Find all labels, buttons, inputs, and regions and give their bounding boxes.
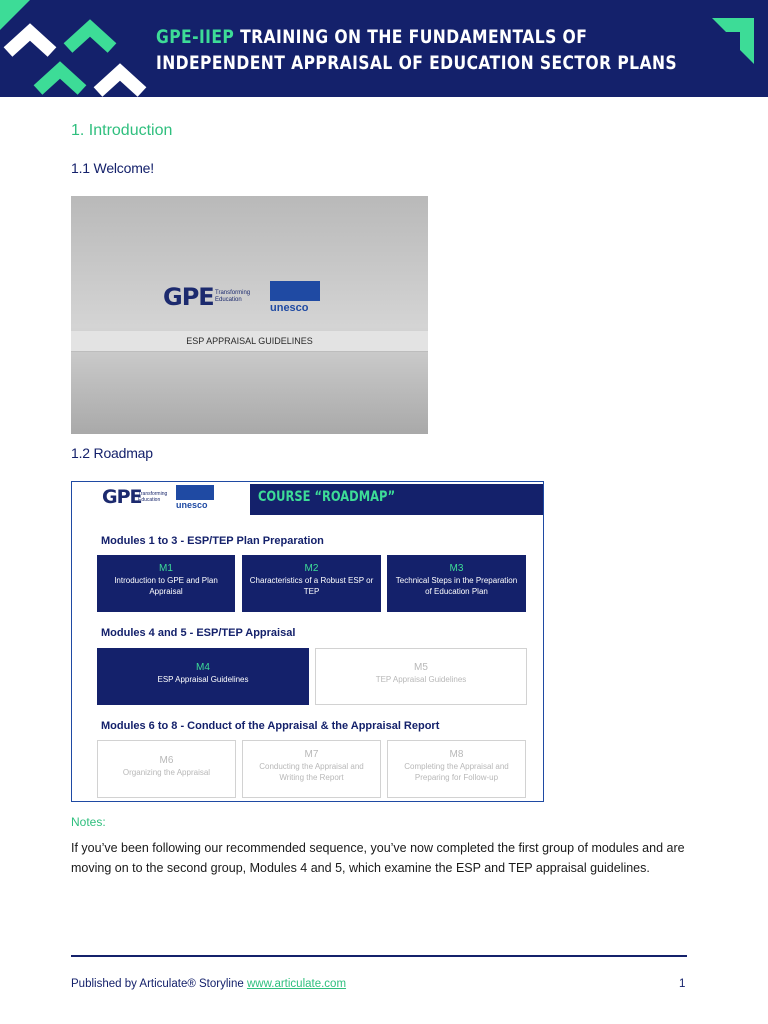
gpe-logo-text: GPE <box>163 283 214 311</box>
chevron-pattern-icon <box>0 0 150 97</box>
gpe-logo <box>163 283 214 311</box>
footer-divider <box>71 955 687 957</box>
module-title: ESP Appraisal Guidelines <box>157 675 249 684</box>
module-code: M5 <box>414 662 428 673</box>
header-banner <box>0 0 768 97</box>
roadmap-group-title: Modules 4 and 5 - ESP/TEP Appraisal <box>101 627 296 639</box>
gpe-tagline-line2: Education <box>215 297 242 303</box>
module-code: M8 <box>449 749 464 760</box>
footer-published-text: Published by Articulate® Storyline <box>71 978 247 990</box>
roadmap-gpe-tagline <box>138 491 167 503</box>
module-title: Completing the Appraisal and Preparing for Follow-up <box>404 762 509 782</box>
module-title: Introduction to GPE and Plan Appraisal <box>114 576 218 596</box>
page-number: 1 <box>679 978 686 990</box>
welcome-slide-image <box>71 196 428 434</box>
module-card-m4 <box>97 648 309 705</box>
notes-body: If you’ve been following our recommended sequence, you’ve now completed the first group of modules and are moving on to the second group, Modules 4 and 5, which examine the ESP and TEP appraisal guidelines. <box>71 841 685 875</box>
module-code: M1 <box>159 563 173 574</box>
module-card-m3 <box>387 555 526 612</box>
roadmap-gpe-tagline-line2: Education <box>138 497 161 503</box>
module-title: Characteristics of a Robust ESP or TEP <box>249 576 374 596</box>
course-title-accent: GPE-IIEP <box>156 26 235 48</box>
unesco-emblem-icon <box>270 281 320 301</box>
slide-title-band: ESP APPRAISAL GUIDELINES <box>71 331 428 352</box>
gpe-tagline <box>215 290 250 304</box>
roadmap-group-title: Modules 6 to 8 - Conduct of the Appraisal & the Appraisal Report <box>101 720 440 732</box>
roadmap-header <box>250 484 543 515</box>
module-code: M4 <box>196 662 210 673</box>
roadmap-gpe-tagline-line1: Transforming <box>138 491 168 497</box>
module-title: TEP Appraisal Guidelines <box>375 675 467 684</box>
course-roadmap <box>71 481 544 802</box>
module-title: Conducting the Appraisal and Writing the Report <box>259 762 364 782</box>
module-card-m8 <box>387 740 526 798</box>
module-title: Organizing the Appraisal <box>122 768 211 777</box>
welcome-heading: 1.1 Welcome! <box>71 160 154 176</box>
module-card-m7 <box>242 740 381 798</box>
footer-published-by <box>71 978 346 990</box>
roadmap-header-title: COURSE “ROADMAP” <box>258 489 396 505</box>
module-code: M3 <box>449 563 464 574</box>
gpe-tagline-line1: Transforming <box>215 290 251 296</box>
roadmap-heading: 1.2 Roadmap <box>71 445 153 461</box>
roadmap-group-title: Modules 1 to 3 - ESP/TEP Plan Preparation <box>101 535 324 547</box>
roadmap-unesco-emblem-icon <box>176 485 214 500</box>
unesco-logo: unesco <box>270 302 309 314</box>
course-title <box>156 24 677 76</box>
section-heading: 1. Introduction <box>71 122 173 139</box>
module-card-m2 <box>242 555 381 612</box>
roadmap-gpe-logo <box>102 486 142 508</box>
module-code: M7 <box>304 749 319 760</box>
module-card-m1 <box>97 555 235 612</box>
course-title-line1: TRAINING ON THE FUNDAMENTALS OF <box>234 26 588 48</box>
articulate-link[interactable]: www.articulate.com <box>246 978 347 990</box>
module-code: M6 <box>159 755 174 766</box>
course-title-line2: INDEPENDENT APPRAISAL OF EDUCATION SECTOR PLANS <box>156 52 678 74</box>
module-card-m6 <box>97 740 236 798</box>
notes-label: Notes: <box>71 815 106 829</box>
corner-arrow-icon <box>712 18 754 64</box>
module-title: Technical Steps in the Preparation of Education Plan <box>395 576 518 596</box>
module-code: M2 <box>304 563 319 574</box>
roadmap-unesco-logo: unesco <box>176 500 208 510</box>
module-card-m5 <box>315 648 527 705</box>
roadmap-gpe-logo-text: GPE <box>102 486 142 508</box>
